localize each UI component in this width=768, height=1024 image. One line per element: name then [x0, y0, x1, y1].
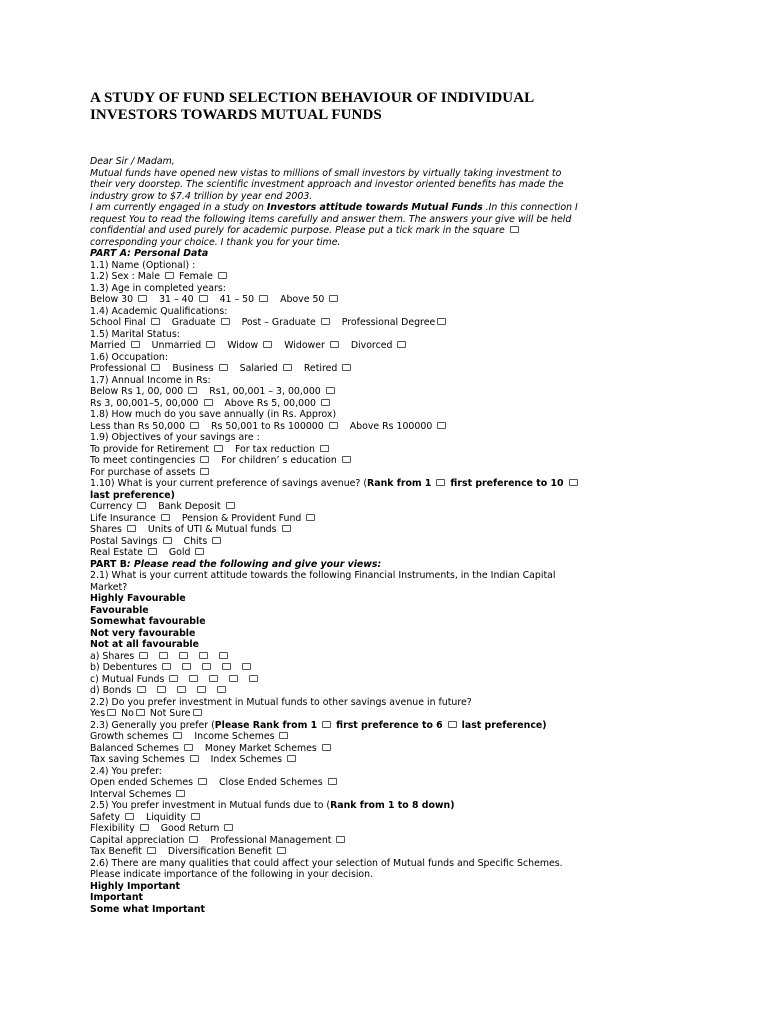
label: Good Return	[160, 823, 220, 834]
checkbox[interactable]	[279, 732, 288, 739]
label: last preference)	[461, 719, 547, 731]
checkbox[interactable]	[342, 364, 351, 371]
marital-options	[90, 340, 700, 352]
checkbox[interactable]	[214, 445, 223, 452]
label: Professional Degree	[341, 317, 436, 328]
checkbox[interactable]	[206, 341, 215, 348]
scheme-options	[90, 743, 700, 755]
scale-label: Highly Favourable	[90, 593, 186, 604]
checkbox[interactable]	[510, 226, 519, 233]
savings-options	[90, 421, 700, 433]
checkbox[interactable]	[184, 744, 193, 751]
label: Above Rs 5, 00,000	[224, 397, 317, 409]
label: : Please read the following and give your views:	[126, 558, 382, 570]
checkbox[interactable]	[197, 686, 206, 693]
checkbox[interactable]	[189, 836, 198, 843]
checkbox[interactable]	[229, 675, 238, 682]
label: Balanced Schemes	[90, 742, 179, 754]
label: 1.10) What is your current preference of savings avenue? (	[90, 478, 368, 489]
label: No	[121, 708, 134, 719]
label: Retired	[303, 363, 338, 374]
label: Life Insurance	[90, 512, 156, 524]
label: Business	[172, 363, 214, 374]
reason-options	[90, 835, 700, 847]
intro-line: industry grow to $7.4 trillion by year end 2003.	[90, 190, 313, 202]
label: Rs 3, 00,001–5, 00,000	[90, 397, 199, 409]
scale-label: Not at all favourable	[90, 639, 199, 650]
label: Liquidity	[145, 811, 187, 823]
label: Money Market Schemes	[204, 742, 317, 754]
scale-label: Somewhat favourable	[90, 616, 206, 627]
question-age: 1.3) Age in completed years:	[90, 282, 226, 294]
label: Widow	[227, 340, 259, 351]
intro-section	[90, 156, 700, 248]
checkbox[interactable]	[263, 341, 272, 348]
instrument-row	[90, 674, 700, 686]
label: Rs 50,001 to Rs 100000	[211, 420, 324, 432]
label: c) Mutual Funds	[90, 673, 165, 685]
checkbox[interactable]	[226, 502, 235, 509]
intro-line	[90, 225, 700, 237]
checkbox[interactable]	[195, 548, 204, 555]
reason-options	[90, 846, 700, 858]
question-scheme-pref	[90, 720, 700, 732]
checkbox[interactable]	[199, 652, 208, 659]
checkbox[interactable]	[173, 732, 182, 739]
label: Tax Benefit	[90, 846, 142, 857]
importance-label: Important	[90, 892, 143, 903]
scheme-options	[90, 731, 700, 743]
checkbox[interactable]	[224, 824, 233, 831]
intro-text: confidential and used purely for academic purpose. Please put a tick mark in the square	[90, 225, 505, 236]
checkbox[interactable]	[437, 422, 446, 429]
checkbox[interactable]	[188, 387, 197, 394]
checkbox[interactable]	[219, 364, 228, 371]
label: Please Rank from 1	[214, 719, 318, 731]
avenue-options	[90, 536, 700, 548]
income-options	[90, 386, 700, 398]
checkbox[interactable]	[125, 813, 134, 820]
label: Below Rs 1, 00, 000	[90, 386, 184, 397]
question-qualification: 1.4) Academic Qualifications:	[90, 305, 228, 317]
label: Above Rs 100000	[349, 420, 433, 432]
checkbox[interactable]	[330, 341, 339, 348]
question-savings-avenue	[90, 478, 700, 490]
question-future: 2.2) Do you prefer investment in Mutual funds to other savings avenue in future?	[90, 696, 472, 708]
checkbox[interactable]	[322, 744, 331, 751]
checkbox-male[interactable]	[165, 272, 174, 279]
label: Postal Savings	[90, 535, 158, 547]
objective-options	[90, 444, 700, 456]
title-line-1: A STUDY OF FUND SELECTION BEHAVIOUR OF INDIVIDUAL	[90, 90, 535, 106]
question-income: 1.7) Annual Income in Rs:	[90, 374, 211, 386]
label: Bank Deposit	[158, 501, 221, 512]
checkbox[interactable]	[249, 675, 258, 682]
label: Flexibility	[90, 823, 135, 834]
label: For children’ s education	[221, 455, 337, 466]
checkbox[interactable]	[137, 502, 146, 509]
checkbox-not-sure[interactable]	[193, 709, 202, 716]
checkbox[interactable]	[159, 652, 168, 659]
label: Chits	[183, 535, 208, 547]
occupation-options	[90, 363, 700, 375]
objective-options	[90, 455, 700, 467]
checkbox[interactable]	[162, 663, 171, 670]
checkbox[interactable]	[127, 525, 136, 532]
checkbox[interactable]	[200, 456, 209, 463]
avenue-options	[90, 524, 700, 536]
importance-label: Some what Important	[90, 903, 205, 915]
label: Divorced	[350, 340, 393, 351]
checkbox[interactable]	[329, 422, 338, 429]
label: Interval Schemes	[90, 788, 172, 800]
reason-options	[90, 823, 700, 835]
instrument-row	[90, 651, 700, 663]
checkbox[interactable]	[157, 686, 166, 693]
label: Tax saving Schemes	[90, 754, 185, 765]
checkbox-female[interactable]	[218, 272, 227, 279]
intro-line: request You to read the following items carefully and answer them. The answers your give will be held	[90, 213, 572, 225]
checkbox[interactable]	[148, 548, 157, 555]
label: Below 30	[90, 294, 134, 305]
intro-line: corresponding your choice. I thank you for your time.	[90, 236, 341, 248]
checkbox[interactable]	[569, 479, 578, 486]
document-title	[90, 90, 700, 124]
avenue-options	[90, 501, 700, 513]
instrument-row	[90, 685, 700, 697]
checkbox[interactable]	[212, 537, 221, 544]
checkbox[interactable]	[202, 663, 211, 670]
checkbox[interactable]	[151, 364, 160, 371]
label: Open ended Schemes	[90, 777, 193, 788]
label: Post – Graduate	[241, 317, 316, 328]
label: first preference to 6	[336, 719, 443, 731]
label: Not Sure	[149, 708, 191, 719]
greeting: Dear Sir / Madam,	[90, 156, 175, 167]
label: To meet contingencies	[90, 455, 196, 466]
checkbox[interactable]	[336, 836, 345, 843]
prefer-options	[90, 777, 700, 789]
future-options	[90, 708, 700, 720]
intro-line: their very doorstep. The scientific investment approach and investor oriented benefits has made the	[90, 179, 564, 190]
question-objectives: 1.9) Objectives of your savings are :	[90, 432, 260, 443]
label: Above 50	[280, 294, 325, 305]
question-savings-avenue-cont: last preference)	[90, 489, 175, 501]
label: b) Debentures	[90, 662, 158, 673]
checkbox[interactable]	[322, 721, 331, 728]
intro-text: .In this connection I	[482, 202, 578, 213]
label: For tax reduction	[234, 443, 315, 455]
checkbox[interactable]	[176, 790, 185, 797]
checkbox[interactable]	[217, 686, 226, 693]
checkbox[interactable]	[306, 514, 315, 521]
reason-options	[90, 812, 700, 824]
label: Less than Rs 50,000	[90, 420, 186, 432]
part-a	[90, 248, 700, 559]
label: 2.5) You prefer investment in Mutual funds due to (	[90, 800, 331, 811]
checkbox[interactable]	[191, 813, 200, 820]
question-qualities: 2.6) There are many qualities that could affect your selection of Mutual funds and Specific Schemes.	[90, 857, 563, 869]
part-a-heading: PART A: Personal Data	[90, 248, 209, 259]
checkbox-yes[interactable]	[107, 709, 116, 716]
checkbox[interactable]	[189, 675, 198, 682]
scale-label: Not very favourable	[90, 627, 196, 639]
question-sex	[90, 271, 700, 283]
label: Shares	[90, 524, 122, 535]
intro-text: I am currently engaged in a study on	[90, 202, 267, 213]
label: 41 – 50	[219, 294, 255, 305]
part-b	[90, 559, 700, 916]
question-savings: 1.8) How much do you save annually (in Rs. Approx)	[90, 409, 337, 420]
checkbox[interactable]	[204, 399, 213, 406]
checkbox[interactable]	[436, 479, 445, 486]
checkbox[interactable]	[163, 537, 172, 544]
scheme-options	[90, 754, 700, 766]
checkbox[interactable]	[397, 341, 406, 348]
part-b-heading	[90, 559, 700, 571]
label: Real Estate	[90, 547, 143, 558]
checkbox[interactable]	[259, 295, 268, 302]
checkbox[interactable]	[190, 422, 199, 429]
label: Salaried	[239, 363, 278, 374]
checkbox[interactable]	[140, 824, 149, 831]
label: Unmarried	[151, 340, 202, 351]
checkbox[interactable]	[182, 663, 191, 670]
checkbox[interactable]	[198, 778, 207, 785]
checkbox[interactable]	[147, 847, 156, 854]
checkbox[interactable]	[200, 468, 209, 475]
label: Rank from 1	[367, 478, 432, 489]
title-line-2: INVESTORS TOWARDS MUTUAL FUNDS	[90, 107, 382, 123]
checkbox[interactable]	[326, 387, 335, 394]
checkbox[interactable]	[329, 295, 338, 302]
label: a) Shares	[90, 650, 135, 662]
label: Professional	[90, 363, 147, 374]
label: Growth schemes	[90, 731, 169, 742]
intro-line: Mutual funds have opened new vistas to millions of small investors by virtually taking investment to	[90, 167, 562, 179]
label: 2.3) Generally you prefer (	[90, 719, 215, 731]
checkbox[interactable]	[137, 686, 146, 693]
importance-label: Highly Important	[90, 880, 181, 892]
label: Diversification Benefit	[167, 846, 272, 857]
label: For purchase of assets	[90, 466, 196, 478]
label: Graduate	[171, 317, 216, 328]
checkbox[interactable]	[342, 456, 351, 463]
checkbox[interactable]	[179, 652, 188, 659]
income-options	[90, 398, 700, 410]
checkbox[interactable]	[448, 721, 457, 728]
checkbox[interactable]	[209, 675, 218, 682]
checkbox[interactable]	[199, 295, 208, 302]
checkbox[interactable]	[138, 295, 147, 302]
label: Gold	[168, 547, 191, 558]
label: To provide for Retirement	[90, 443, 209, 455]
checkbox[interactable]	[151, 318, 160, 325]
instrument-row	[90, 662, 700, 674]
checkbox[interactable]	[321, 399, 330, 406]
checkbox[interactable]	[320, 445, 329, 452]
label: Widower	[284, 340, 325, 351]
label: Currency	[90, 501, 133, 512]
prefer-options	[90, 789, 700, 801]
label: Capital appreciation	[90, 834, 185, 846]
checkbox[interactable]	[177, 686, 186, 693]
question-reasons	[90, 800, 700, 812]
checkbox[interactable]	[219, 652, 228, 659]
label: Rank from 1 to 8 down)	[330, 800, 455, 811]
checkbox[interactable]	[169, 675, 178, 682]
question-marital: 1.5) Marital Status:	[90, 328, 180, 340]
checkbox[interactable]	[283, 364, 292, 371]
checkbox[interactable]	[190, 755, 199, 762]
checkbox[interactable]	[287, 755, 296, 762]
qualification-options	[90, 317, 700, 329]
study-title-emphasis: Investors attitude towards Mutual Funds	[266, 202, 483, 213]
label: Professional Management	[210, 834, 332, 846]
intro-line	[90, 202, 700, 214]
label: School Final	[90, 317, 146, 328]
objective-options	[90, 467, 700, 479]
checkbox[interactable]	[437, 318, 446, 325]
checkbox[interactable]	[282, 525, 291, 532]
avenue-options	[90, 513, 700, 525]
label: Female	[178, 271, 213, 282]
label: Index Schemes	[210, 754, 283, 765]
checkbox[interactable]	[161, 514, 170, 521]
checkbox-no[interactable]	[136, 709, 145, 716]
question-prefer: 2.4) You prefer:	[90, 765, 162, 777]
checkbox[interactable]	[328, 778, 337, 785]
label: 31 – 40	[159, 294, 194, 305]
age-options	[90, 294, 700, 306]
checkbox[interactable]	[242, 663, 251, 670]
question-attitude-cont: Market?	[90, 581, 128, 593]
checkbox[interactable]	[222, 663, 231, 670]
question-occupation: 1.6) Occupation:	[90, 351, 168, 363]
label: Married	[90, 340, 126, 351]
label: Safety	[90, 811, 120, 823]
scale-label: Favourable	[90, 604, 149, 616]
questionnaire-page	[90, 90, 700, 915]
label: PART B	[90, 558, 127, 570]
question-name: 1.1) Name (Optional) :	[90, 259, 196, 271]
label: Yes	[90, 708, 106, 719]
label: first preference to 10	[450, 478, 564, 489]
checkbox[interactable]	[139, 652, 148, 659]
label: Pension & Provident Fund	[181, 512, 302, 524]
question-qualities-cont: Please indicate importance of the following in your decision.	[90, 869, 374, 880]
question-attitude: 2.1) What is your current attitude towards the following Financial Instruments, in the Indian Capital	[90, 570, 556, 581]
label: Units of UTI & Mutual funds	[147, 524, 277, 535]
label: Income Schemes	[194, 731, 275, 742]
label: 1.2) Sex : Male	[90, 271, 160, 282]
label: Close Ended Schemes	[218, 777, 323, 788]
checkbox[interactable]	[221, 318, 230, 325]
label: Rs1, 00,001 – 3, 00,000	[209, 386, 321, 397]
checkbox[interactable]	[321, 318, 330, 325]
label: d) Bonds	[90, 685, 132, 696]
avenue-options	[90, 547, 700, 559]
checkbox[interactable]	[131, 341, 140, 348]
checkbox[interactable]	[277, 847, 286, 854]
